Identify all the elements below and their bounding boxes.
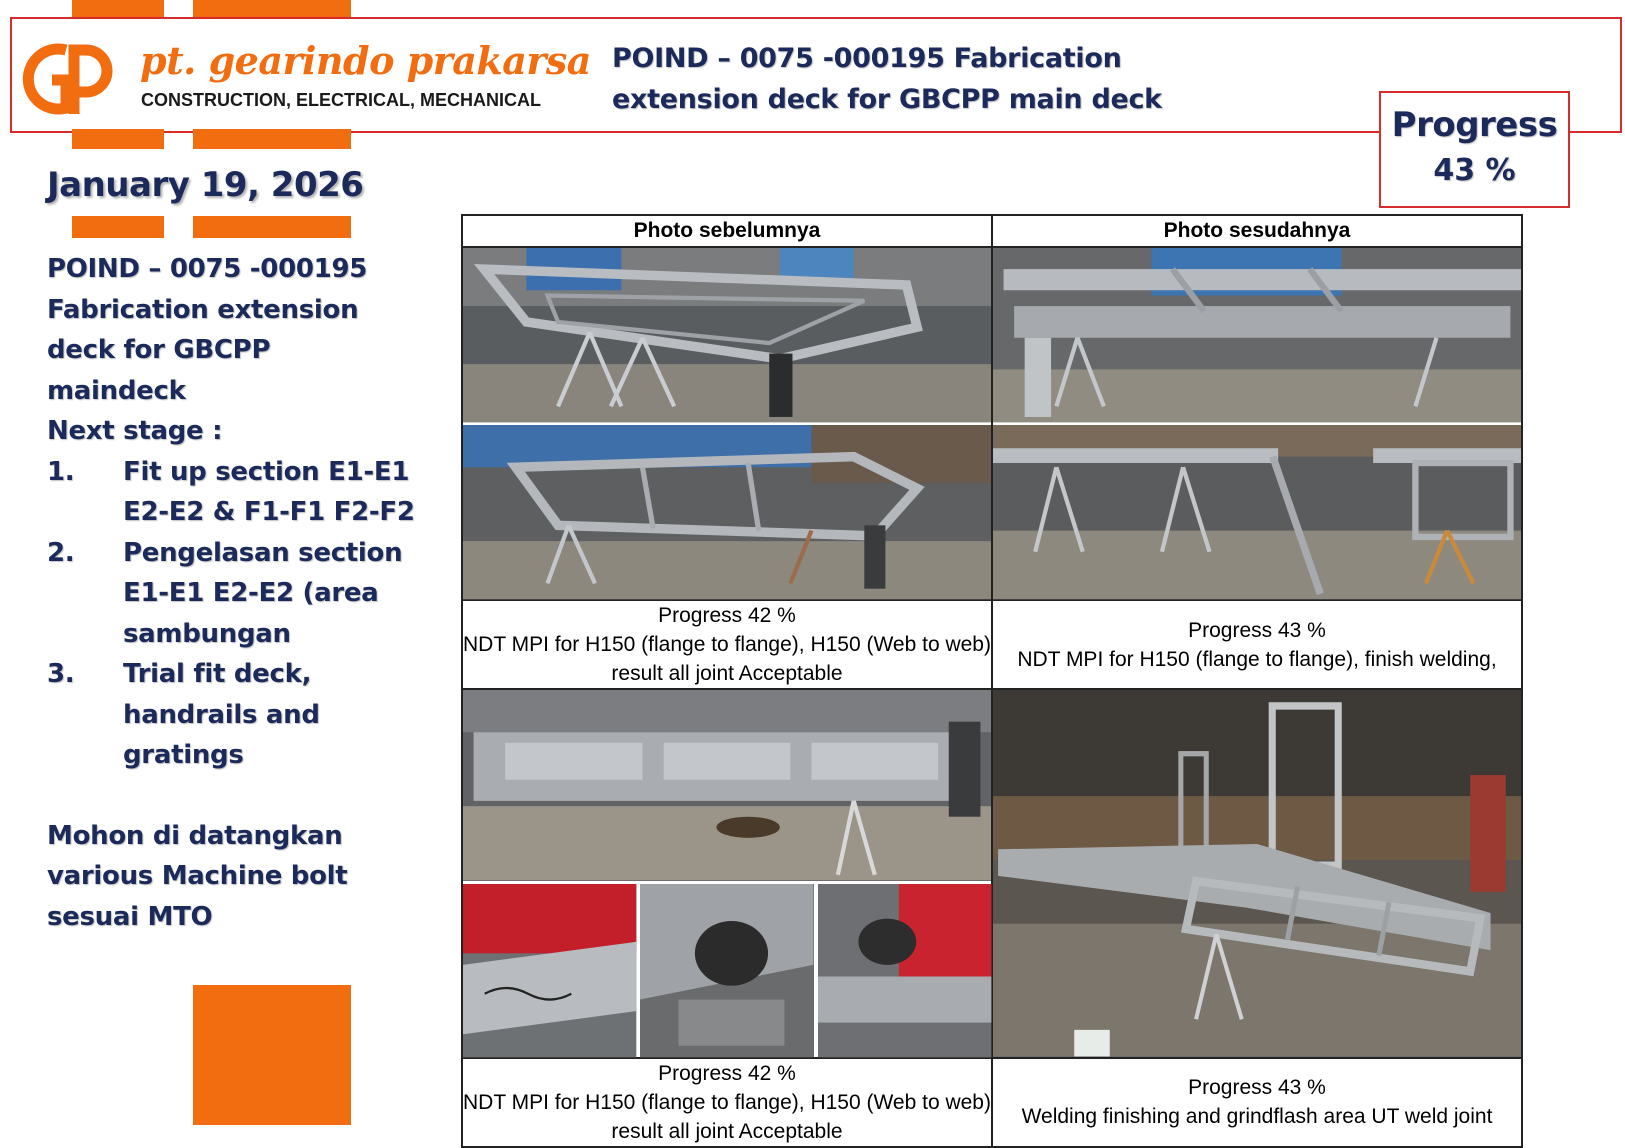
report-title: POIND – 0075 -000195 Fabrication extension deck for GBCPP main deck: [612, 43, 1162, 115]
caption-before: [462, 1058, 992, 1147]
table-row: [462, 1058, 1522, 1147]
frame-photo-image: [463, 425, 991, 599]
caption-text: Welding finishing and grindflash area UT weld joint: [1021, 1105, 1493, 1129]
table-row: [462, 247, 1522, 600]
step-number: 3.: [47, 659, 75, 689]
photo-cell-before: [462, 689, 992, 1057]
left-panel: [47, 249, 417, 937]
table-row: [462, 600, 1522, 689]
step-number: 1.: [47, 456, 75, 487]
gp-monogram-logo-icon: [22, 40, 118, 118]
accent-bar: [193, 216, 351, 238]
caption-text: NDT MPI for H150 (flange to flange), H150 (Web to web) result all joint Acceptable: [463, 1090, 991, 1143]
accent-bar: [72, 216, 164, 238]
company-tagline: CONSTRUCTION, ELECTRICAL, MECHANICAL: [141, 90, 541, 110]
frame-photo-image: [463, 248, 991, 422]
frame-photo-image: [993, 425, 1521, 599]
frame-photo-image: [993, 248, 1521, 422]
accent-bar: [72, 129, 164, 149]
caption-after: [992, 600, 1522, 689]
progress-value: 43 %: [1433, 153, 1516, 188]
caption-before: [462, 600, 992, 689]
next-stage-label: Next stage :: [47, 416, 223, 446]
frame-photo-image: [463, 690, 991, 880]
list-item: [47, 654, 417, 776]
header-after: Photo sesudahnya: [992, 215, 1522, 247]
caption-progress: Progress 43 %: [1188, 618, 1326, 642]
caption-text: NDT MPI for H150 (flange to flange), finish welding,: [1017, 647, 1497, 671]
weld-inspection-photo-image: [463, 884, 636, 1057]
caption-progress: Progress 43 %: [1188, 1076, 1326, 1100]
next-stage-list: [47, 452, 417, 776]
caption-progress: Progress 42 %: [658, 604, 796, 628]
request-note: Mohon di datangkan various Machine bolt sesuai MTO: [47, 820, 348, 932]
step-text: Fit up section E1-E1 E2-E2 & F1-F1 F2-F2: [123, 456, 415, 527]
list-item: [47, 452, 417, 533]
caption-after: [992, 1058, 1522, 1147]
accent-bar: [193, 129, 351, 149]
report-date: January 19, 2026: [47, 165, 364, 205]
photo-comparison-table: [461, 214, 1523, 1148]
progress-label: Progress: [1391, 105, 1558, 145]
progress-box: [1379, 91, 1570, 208]
step-number: 2.: [47, 537, 75, 568]
list-item: [47, 533, 417, 655]
caption-text: NDT MPI for H150 (flange to flange), H150 (Web to web) result all joint Acceptable: [463, 633, 991, 686]
step-text: Pengelasan section E1-E1 E2-E2 (area sambungan: [123, 537, 403, 649]
header-before: Photo sebelumnya: [462, 215, 992, 247]
step-text: Trial fit deck, handrails and gratings: [123, 659, 320, 770]
po-description: POIND – 0075 -000195 Fabrication extension deck for GBCPP maindeck: [47, 254, 368, 406]
weld-inspection-photo-image: [818, 884, 991, 1057]
weld-inspection-photo-image: [640, 884, 813, 1057]
caption-progress: Progress 42 %: [658, 1061, 796, 1085]
deck-assembly-photo-image: [993, 690, 1521, 1056]
photo-cell-after: [992, 247, 1522, 600]
photo-cell-after: [992, 689, 1522, 1057]
table-header-row: [462, 215, 1522, 247]
photo-cell-before: [462, 247, 992, 600]
table-row: [462, 689, 1522, 1057]
accent-bar: [193, 985, 351, 1125]
company-name: pt. gearindo prakarsa: [140, 38, 591, 83]
